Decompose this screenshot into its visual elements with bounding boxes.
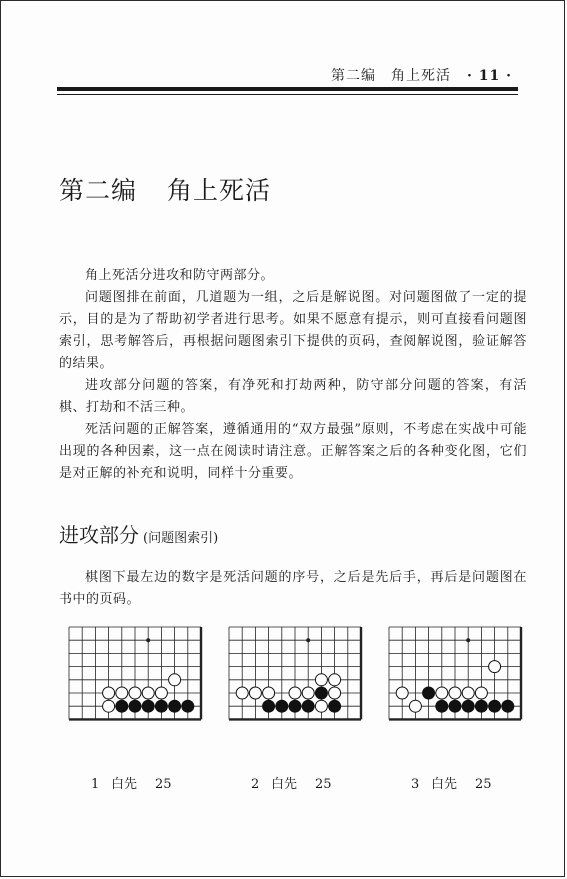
white-stone [315,700,327,712]
black-stone [129,700,141,712]
star-point [306,638,310,642]
white-stone [449,687,461,699]
problem-diagram-2 [227,625,367,792]
black-stone [116,700,128,712]
paragraph: 死活问题的正解答案，遵循通用的“双方最强”原则，不考虑在实战中可能出现的各种因素，这一点在阅读时请注意。正解答案之后的各种变化图，它们是对正解的补充和说明，同样十分重要。 [59,422,527,481]
black-stone [142,700,154,712]
black-stone [475,700,487,712]
section-intro [59,567,527,611]
white-stone [462,687,474,699]
black-stone [489,700,501,712]
problem-page: 25 [155,777,172,792]
white-stone [249,687,261,699]
go-board [227,625,367,765]
section-subtitle: (问题图索引) [143,531,219,546]
header-rule-thick [57,87,518,91]
white-stone [436,687,448,699]
problem-to-move: 白先 [271,777,298,792]
paragraph: 进攻部分问题的答案，有净死和打劫两种，防守部分问题的答案，有活棋、打劫和不活三种。 [59,378,527,415]
problem-page: 25 [315,777,332,792]
header-rule-thin [57,94,518,95]
star-point [466,638,470,642]
chapter-part: 第二编 [59,176,138,205]
problem-number: 2 [251,777,260,792]
white-stone [289,687,301,699]
white-stone [103,700,115,712]
white-stone [169,674,181,686]
white-stone [155,687,167,699]
white-stone [396,687,408,699]
go-board [387,625,527,765]
white-stone [142,687,154,699]
white-stone [315,674,327,686]
white-stone [103,687,115,699]
problem-diagram-1 [67,625,207,792]
white-stone [236,687,248,699]
white-stone [263,687,275,699]
black-stone [169,700,181,712]
white-stone [475,687,487,699]
star-point [146,638,150,642]
white-stone [129,687,141,699]
black-stone [423,687,435,699]
paragraph: 问题图排在前面，几道题为一组，之后是解说图。对问题图做了一定的提示，目的是为了帮助初学者进行思考。如果不愿意有提示，则可直接看问题图索引，思考解答后，再根据问题图索引下提供的页码，查阅解说图，验证解答的结果。 [59,290,527,371]
chapter-topic: 角上死活 [167,176,272,205]
problem-number: 1 [91,777,100,792]
white-stone [409,700,421,712]
problem-diagram-3 [387,625,527,792]
running-header [331,65,512,85]
black-stone [329,700,341,712]
problem-number: 3 [411,777,420,792]
chapter-intro [59,265,527,485]
problem-caption [251,773,332,792]
page-number: · 11 · [467,68,512,84]
go-board [67,625,207,765]
black-stone [289,700,301,712]
black-stone [462,700,474,712]
problem-caption [91,773,172,792]
black-stone [182,700,194,712]
running-header-chapter: 第二编 角上死活 [331,68,452,84]
paragraph: 棋图下最左边的数字是死活问题的序号，之后是先后手，再后是问题图在书中的页码。 [59,570,527,607]
white-stone [302,687,314,699]
black-stone [502,700,514,712]
white-stone [489,661,501,673]
section-title [59,519,218,548]
problem-to-move: 白先 [431,777,458,792]
problem-to-move: 白先 [111,777,138,792]
problem-page: 25 [475,777,492,792]
black-stone [155,700,167,712]
black-stone [276,700,288,712]
white-stone [329,674,341,686]
white-stone [329,687,341,699]
paragraph: 角上死活分进攻和防守两部分。 [85,268,275,283]
section-title-text: 进攻部分 [59,523,139,547]
black-stone [263,700,275,712]
white-stone [116,687,128,699]
black-stone [449,700,461,712]
black-stone [436,700,448,712]
black-stone [315,687,327,699]
chapter-title [59,171,271,207]
problem-caption [411,773,492,792]
black-stone [302,700,314,712]
